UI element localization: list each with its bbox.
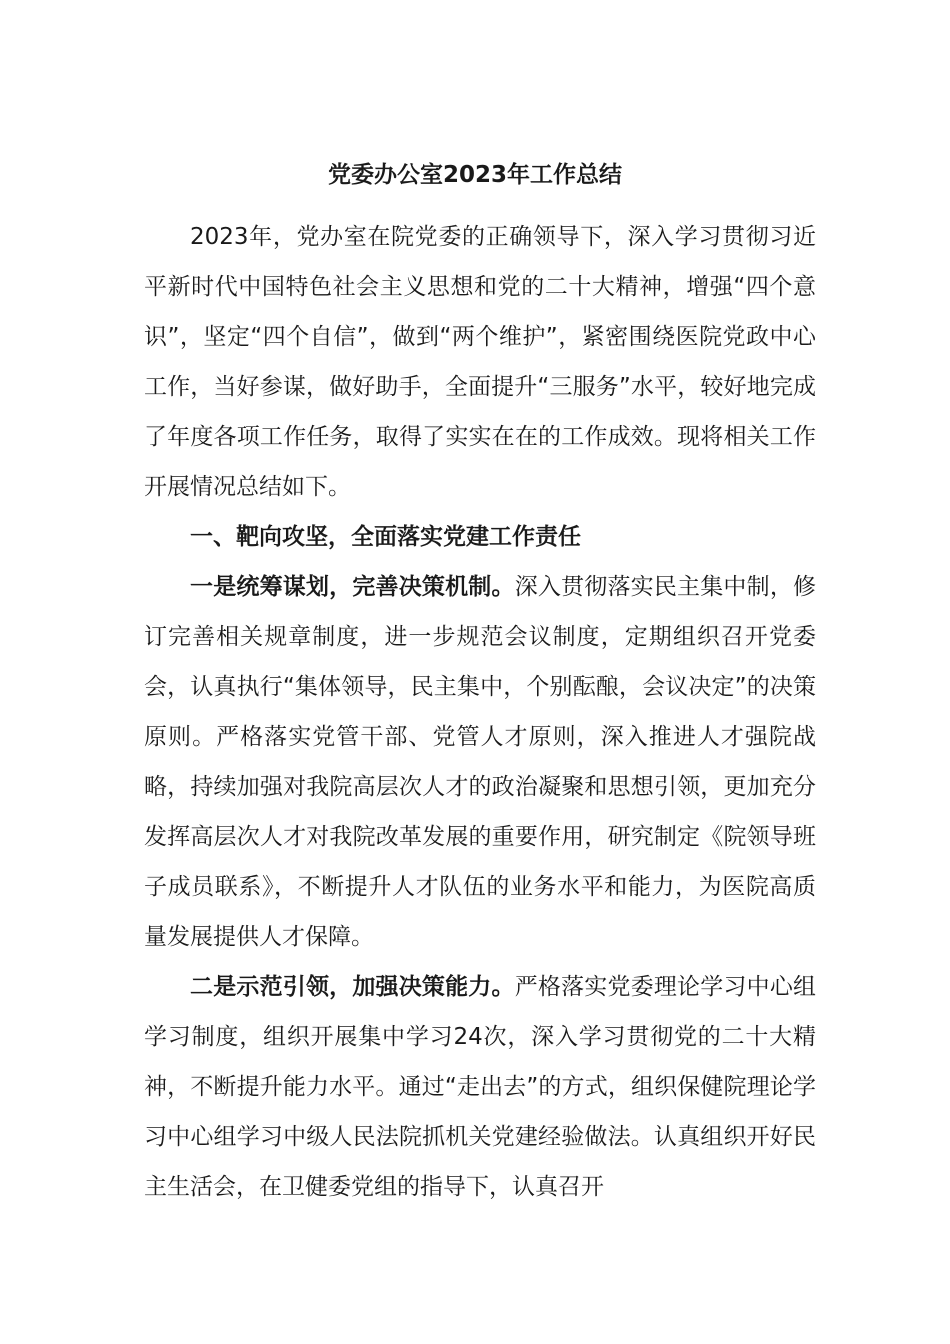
body-section-1 (144, 212, 816, 512)
intro-paragraph: 2023年，党办室在院党委的正确领导下，深入学习贯彻习近平新时代中国特色社会主义思想和党的二十大精神，增强“四个意识”，坚定“四个自信”，做到“两个维护”，紧密围绕医院党政中心工作，当好参谋，做好助手，全面提升“三服务”水平，较好地完成了年度各项工作任务，取得了实实在在的工作成效。现将相关工作开展情况总结如下。 (144, 224, 816, 500)
paragraph-decision-mechanism (144, 562, 816, 962)
paragraph-body: 深入贯彻落实民主集中制，修订完善相关规章制度，进一步规范会议制度，定期组织召开党委会，认真执行“集体领导，民主集中，个别酝酿，会议决定”的决策原则。严格落实党管干部、党管人才原则，深入推进人才强院战略，持续加强对我院高层次人才的政治凝聚和思想引领，更加充分发挥高层次人才对我院改革发展的重要作用，研究制定《院领导班子成员联系》，不断提升人才队伍的业务水平和能力，为医院高质量发展提供人才保障。 (144, 574, 817, 950)
paragraph-body: 严格落实党委理论学习中心组学习制度，组织开展集中学习24次，深入学习贯彻党的二十大精神，不断提升能力水平。通过“走出去”的方式，组织保健院理论学习中心组学习中级人民法院抓机关党建经验做法。认真组织开好民主生活会，在卫健委党组的指导下，认真召开 (144, 974, 817, 1200)
section-heading-1: 一、靶向攻坚，全面落实党建工作责任 (190, 524, 581, 550)
body-section-2 (144, 512, 816, 562)
paragraph-decision-capacity (144, 962, 816, 1212)
body-section-3 (144, 562, 816, 962)
paragraph-lead: 一是统筹谋划，完善决策机制。 (190, 574, 515, 600)
paragraph-lead: 二是示范引领，加强决策能力。 (190, 974, 515, 1000)
body-section-4 (144, 962, 816, 1212)
document-title: 党委办公室2023年工作总结 (327, 162, 622, 188)
